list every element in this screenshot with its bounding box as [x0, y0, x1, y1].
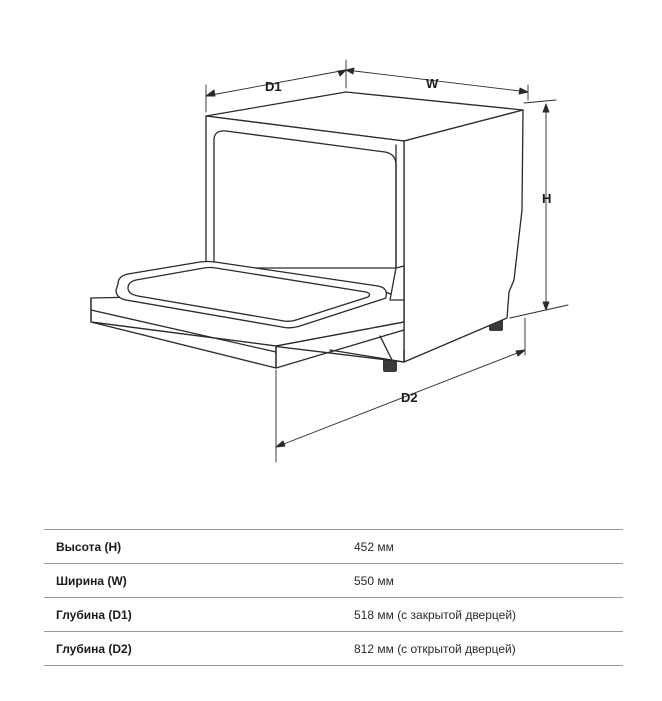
label-h: H	[542, 191, 552, 206]
spec-value: 452 мм	[342, 530, 623, 564]
label-d2: D2	[401, 390, 418, 405]
table-row	[44, 598, 623, 632]
spec-name: Высота (H)	[44, 530, 342, 564]
label-d1: D1	[265, 79, 282, 94]
table-row	[44, 530, 623, 564]
spec-name: Ширина (W)	[44, 564, 342, 598]
spec-name: Глубина (D1)	[44, 598, 342, 632]
table-row	[44, 564, 623, 598]
table-row	[44, 632, 623, 666]
spec-value: 550 мм	[342, 564, 623, 598]
dimensions-table	[44, 529, 623, 666]
label-w: W	[426, 76, 439, 91]
spec-name: Глубина (D2)	[44, 632, 342, 666]
spec-value: 812 мм (с открытой дверцей)	[342, 632, 623, 666]
spec-value: 518 мм (с закрытой дверцей)	[342, 598, 623, 632]
